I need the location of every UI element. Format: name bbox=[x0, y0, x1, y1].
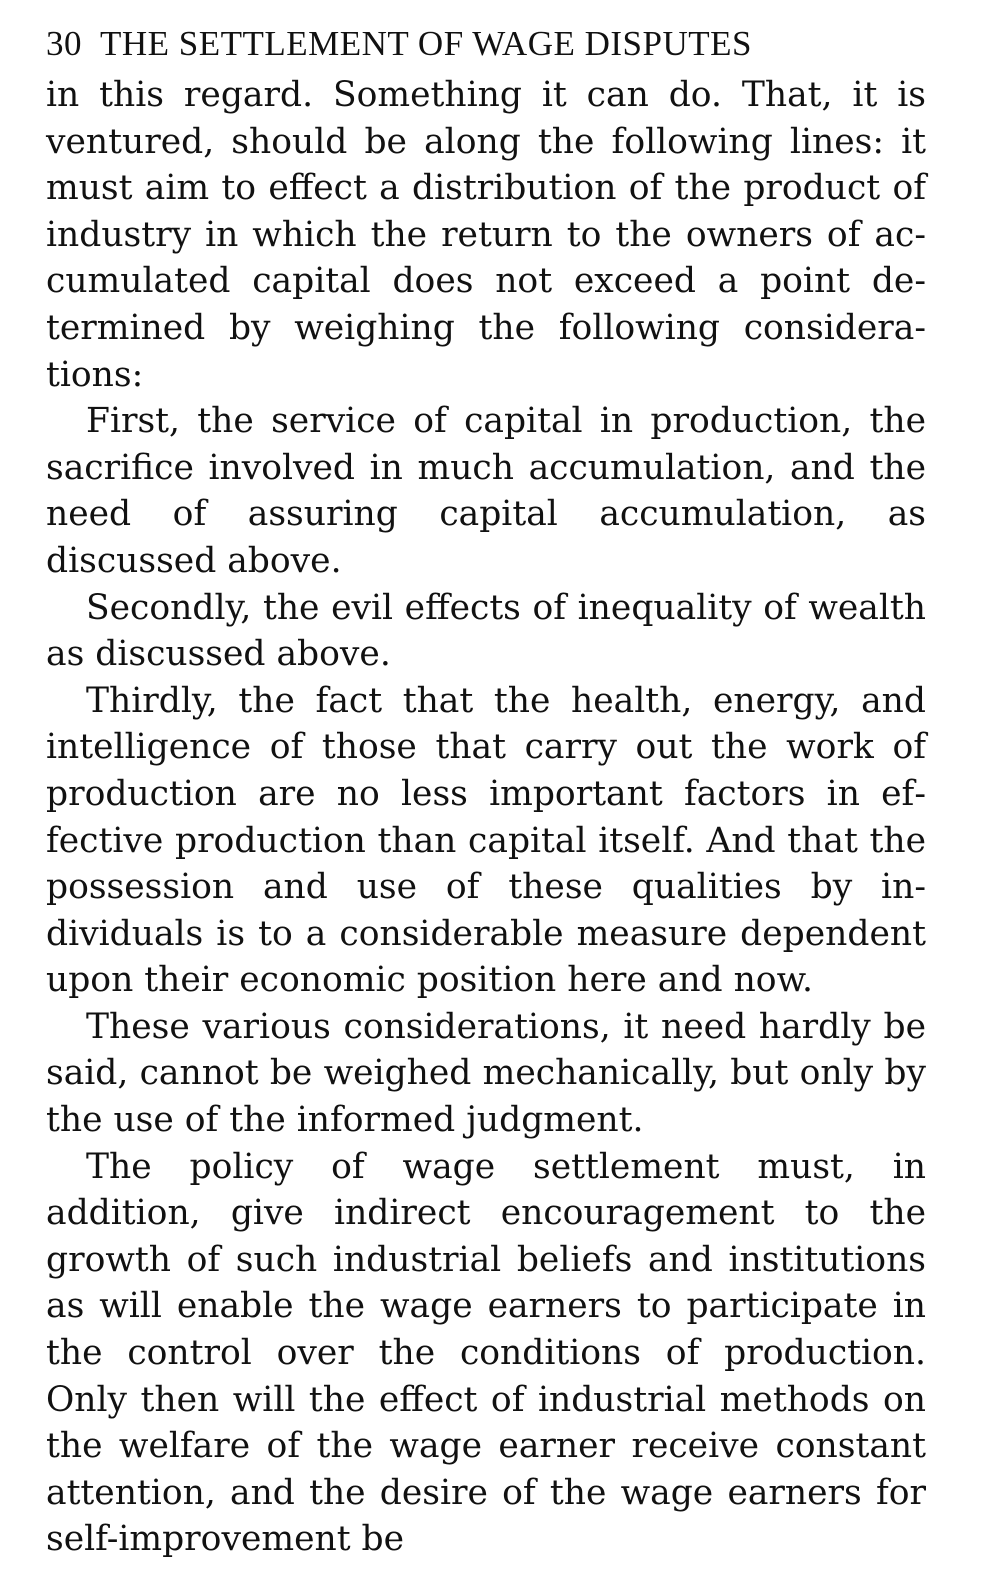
paragraph-wage-settlement-policy: The policy of wage settlement must, in addition, give indirect encouragement to the growth of such industrial beliefs and institutions as will enable the wage earners to participate in the control over the conditions of production. Only then will the effect of industrial methods on the welfare of the wage earner receive constant attention, and the desire of the wage earners for self-improvement be bbox=[46, 1146, 926, 1560]
page-number: 30 bbox=[46, 24, 82, 63]
body-text bbox=[46, 72, 926, 1563]
running-title: THE SETTLEMENT OF WAGE DISPUTES bbox=[100, 24, 752, 63]
paragraph-first-consideration: First, the service of capital in production, the sacrifice involved in much accumulation, and the need of assuring capital accumulation, as discussed above. bbox=[46, 401, 926, 581]
paragraph-continuation: in this regard. Something it can do. That, it is ventured, should be along the following lines: it must aim to effect a distribution of the product of industry in which the return to the owners of accumulated capital does not exceed a point determined by weighing the following considerations: bbox=[46, 75, 926, 395]
paragraph-third-consideration: Thirdly, the fact that the health, energy, and intelligence of those that carry out the work of production are no less important factors in effective production than capital itself. And that the possession and use of these qualities by individuals is to a considerable measure dependent upon their economic position here and now. bbox=[46, 680, 926, 1001]
running-header bbox=[46, 18, 926, 70]
paragraph-informed-judgment: These various considerations, it need hardly be said, cannot be weighed mechanically, but only by the use of the informed judgment. bbox=[46, 1006, 926, 1141]
paragraph-second-consideration: Secondly, the evil effects of inequality of wealth as discussed above. bbox=[46, 587, 926, 675]
book-page bbox=[46, 18, 926, 1563]
